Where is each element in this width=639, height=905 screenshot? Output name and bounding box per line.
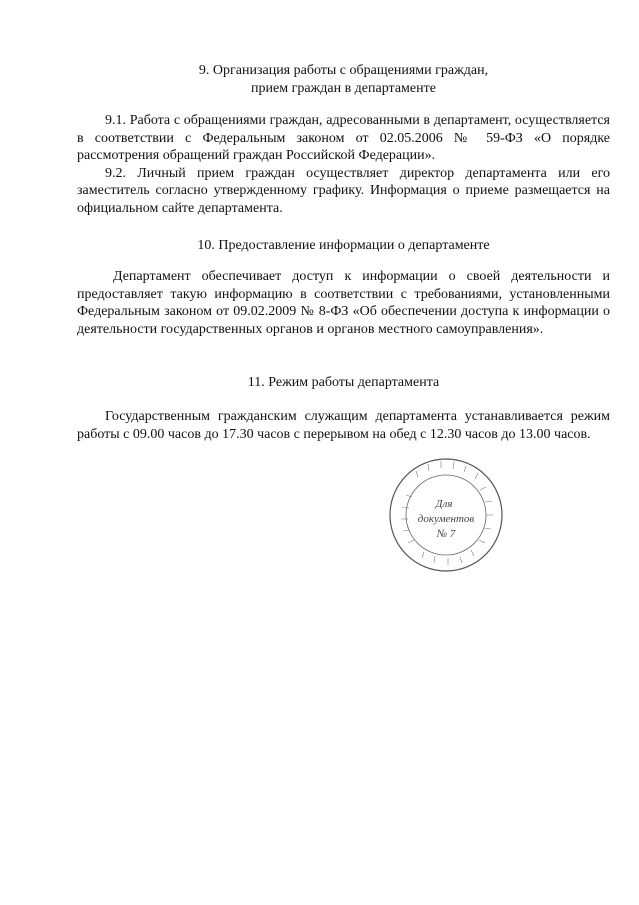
stamp-center-line1: Для: [435, 498, 453, 510]
section-9-title-line2: прием граждан в департаменте: [251, 81, 436, 96]
stamp-center-line2: документов: [417, 513, 475, 525]
section-11-heading: [77, 374, 610, 392]
section-10-body: [77, 268, 610, 338]
paragraph-11: Государственным гражданским служащим департамента устанавливается режим работы с 09.00 часов до 17.30 часов с перерывом на обед с 12.30 часов до 13.00 часов.: [77, 409, 610, 442]
paragraph-9-1: 9.1. Работа с обращениями граждан, адресованными в департамент, осуществляется в соответствии с Федеральным законом от 02.05.2006 № 59-ФЗ «О порядке рассмотрения обращений граждан Российской Федерации».: [77, 113, 610, 163]
section-9-body: [77, 112, 610, 217]
section-10-title: 10. Предоставление информации о департаменте: [197, 238, 490, 253]
stamp-center-line3: № 7: [436, 528, 456, 540]
section-11-body: [77, 408, 610, 443]
section-11-title: 11. Режим работы департамента: [247, 375, 440, 390]
section-10-heading: [77, 237, 610, 255]
section-9-title-line1: 9. Организация работы с обращениями граждан,: [198, 63, 489, 78]
seal-stamp: [386, 455, 506, 575]
paragraph-9-2: 9.2. Личный прием граждан осуществляет директор департамента или его заместитель согласно утвержденному графику. Информация о приеме размещается на официальном сайте департамента.: [77, 165, 610, 216]
paragraph-10: Департамент обеспечивает доступ к информации о своей деятельности и предоставляет такую информацию в соответствии с требованиями, установленными Федеральным законом от 09.02.2009 № 8-ФЗ «Об обеспечении доступа к информации о деятельности государственных органов и органов местного самоуправления».: [77, 269, 610, 337]
section-9-heading: [77, 62, 610, 98]
